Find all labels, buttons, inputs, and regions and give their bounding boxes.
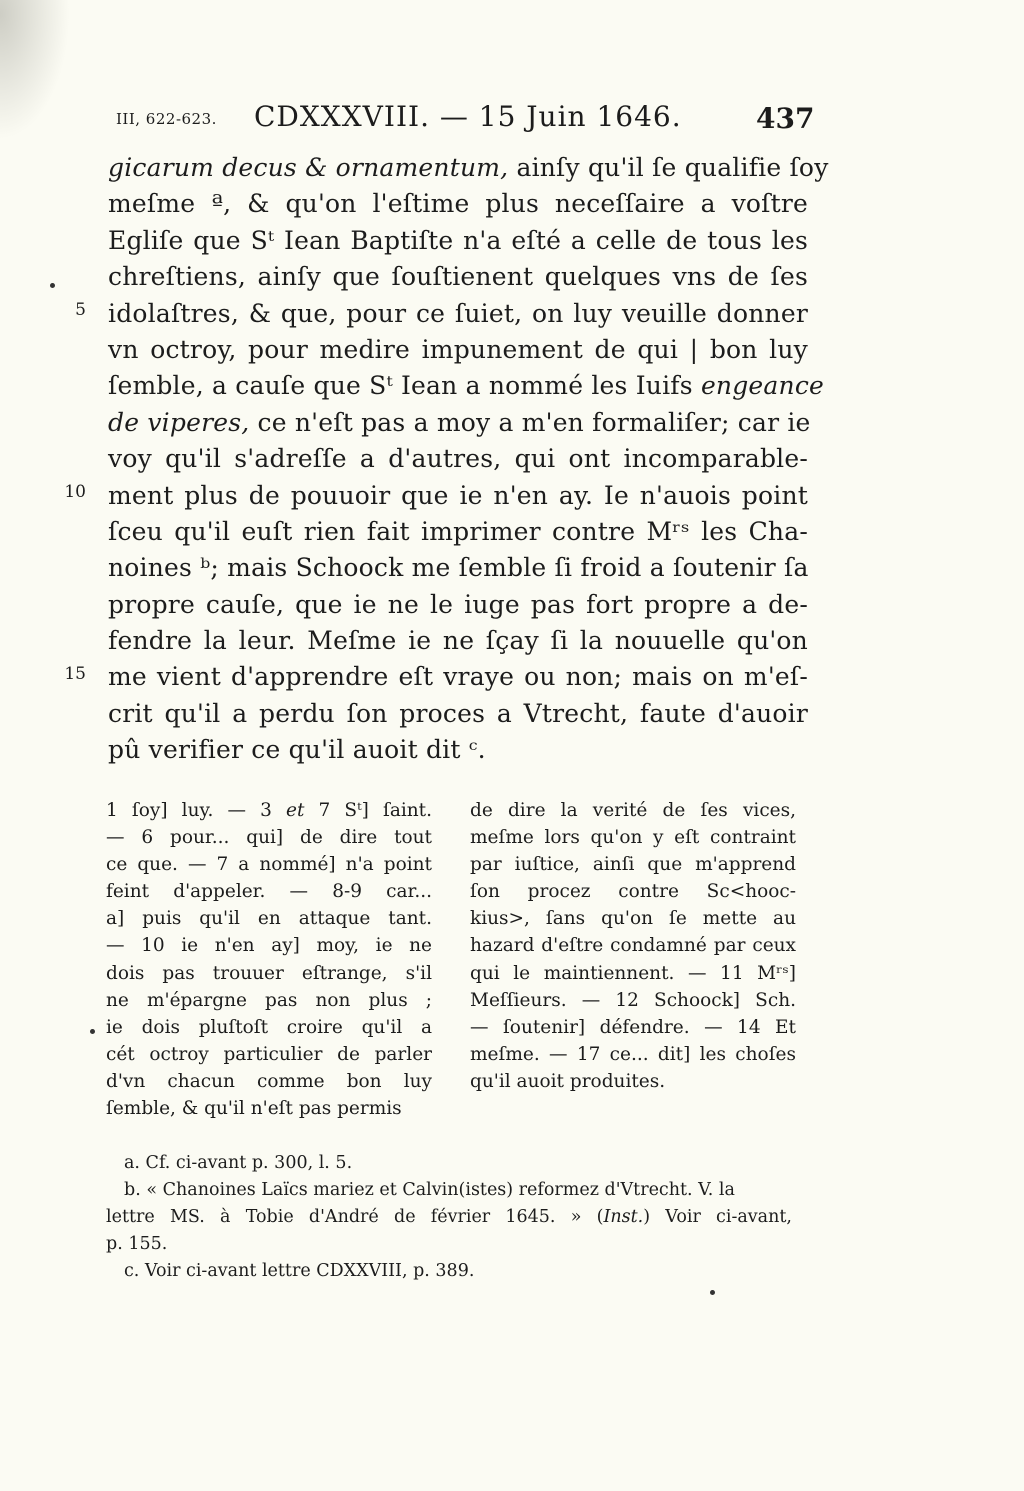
- text-line: de viperes, ce n'eſt pas a moy a m'en formaliſer; car ie: [108, 407, 811, 437]
- variant-line: a] puis qu'il en attaque tant.: [106, 908, 432, 930]
- text-line: ſceu qu'il euſt rien fait imprimer contre Mʳˢ les Cha-: [108, 516, 808, 546]
- text-line: voy qu'il s'adreſſe a d'autres, qui ont incomparable-: [108, 444, 808, 474]
- page-dot: [710, 1290, 715, 1295]
- variant-line: ne m'épargne pas non plus ;: [106, 989, 432, 1011]
- variant-line: Meſſieurs. — 12 Schoock] Sch.: [470, 989, 796, 1011]
- variant-line: qui le maintiennent. — 11 Mʳˢ]: [470, 962, 796, 984]
- line-number: 5: [75, 299, 86, 320]
- variant-line: ſemble, & qu'il n'eſt pas permis: [106, 1098, 402, 1120]
- variant-line: dois pas trouuer eſtrange, s'il: [106, 962, 432, 984]
- line-number: 10: [64, 481, 86, 502]
- text-line: ſemble, a cauſe que Sᵗ Iean a nommé les Iuifs engeance: [108, 371, 825, 401]
- line-number: 15: [64, 663, 86, 684]
- variant-line: — 10 ie n'en ay] moy, ie ne: [106, 935, 432, 957]
- variant-line: — ſoutenir] défendre. — 14 Et: [470, 1016, 796, 1038]
- variant-line: ce que. — 7 a nommé] n'a point: [106, 854, 432, 876]
- text-line: me vient d'apprendre eſt vraye ou non; mais on m'eſ-: [108, 662, 808, 692]
- variant-line: kius>, ſans qu'on ſe mette au: [470, 908, 796, 930]
- footnotes: [106, 1150, 792, 1285]
- footnote-line: b. « Chanoines Laïcs mariez et Calvin(istes) reformez d'Vtrecht. V. la: [124, 1180, 735, 1200]
- variant-line: cét octroy particulier de parler: [106, 1043, 432, 1065]
- variant-line: meſme lors qu'on y eſt contraint: [470, 827, 796, 849]
- variants-left-column: [106, 797, 432, 1122]
- margin-dot: [90, 1029, 95, 1034]
- variant-line: feint d'appeler. — 8-9 car...: [106, 881, 432, 903]
- footnote-line: p. 155.: [106, 1234, 168, 1254]
- text-line: crit qu'il a perdu ſon proces a Vtrecht, faute d'auoir: [108, 698, 808, 728]
- variant-line: — 6 pour... qui] de dire tout: [106, 827, 432, 849]
- footnote-line: c. Voir ci-avant lettre CDXXVIII, p. 389.: [124, 1261, 475, 1281]
- variant-line: ſon procez contre Sc<hooc-: [470, 881, 796, 903]
- letter-title: CDXXXVIII. — 15 Juin 1646.: [254, 100, 682, 133]
- variant-line: ie dois pluſtoſt croire qu'il a: [106, 1016, 432, 1038]
- variant-line: d'vn chacun comme bon luy: [106, 1070, 432, 1092]
- text-line: chreſtiens, ainſy que ſouſtienent quelques vns de ſes: [108, 262, 808, 292]
- text-line: noines ᵇ; mais Schoock me ſemble ſi froid a ſoutenir ſa: [108, 553, 809, 583]
- text-line: idolaſtres, & que, pour ce ſuiet, on luy veuille donner: [108, 298, 808, 328]
- text-line: pû verifier ce qu'il auoit dit ᶜ.: [108, 735, 486, 765]
- footnote-line: lettre MS. à Tobie d'André de février 1645. » (Inst.) Voir ci-avant,: [106, 1207, 792, 1227]
- text-line: gicarum decus & ornamentum, ainſy qu'il ſe qualifie ſoy: [108, 153, 829, 182]
- volume-reference: III, 622-623.: [116, 110, 217, 128]
- text-line: ment plus de pouuoir que ie n'en ay. Ie n'auois point: [108, 480, 808, 510]
- variant-line: meſme. — 17 ce... dit] les choſes: [470, 1043, 796, 1065]
- text-line: propre cauſe, que ie ne le iuge pas fort propre a de-: [108, 589, 808, 619]
- text-line: fendre la leur. Meſme ie ne ſçay ſi la nouuelle qu'on: [108, 626, 808, 656]
- text-line: Egliſe que Sᵗ Iean Baptiſte n'a eſté a celle de tous les: [108, 225, 808, 255]
- text-line: vn octroy, pour medire impunement de qui | bon luy: [108, 334, 808, 364]
- margin-dot: [50, 283, 55, 288]
- variant-line: qu'il auoit produites.: [470, 1070, 666, 1092]
- variant-line: hazard d'eſtre condamné par ceux: [470, 935, 796, 957]
- running-header: [0, 100, 1024, 140]
- page-number: 437: [756, 102, 815, 135]
- text-line: meſme ª, & qu'on l'eſtime plus neceſſaire a voſtre: [108, 189, 808, 219]
- main-text: [64, 150, 829, 769]
- footnote-line: a. Cf. ci-avant p. 300, l. 5.: [124, 1153, 353, 1173]
- variants-right-column: [470, 797, 796, 1095]
- variant-line: 1 ſoy] luy. — 3 et 7 Sᵗ] ſaint.: [106, 800, 432, 821]
- variant-line: de dire la verité de ſes vices,: [470, 800, 796, 821]
- variant-line: par iuſtice, ainſi que m'apprend: [470, 854, 796, 876]
